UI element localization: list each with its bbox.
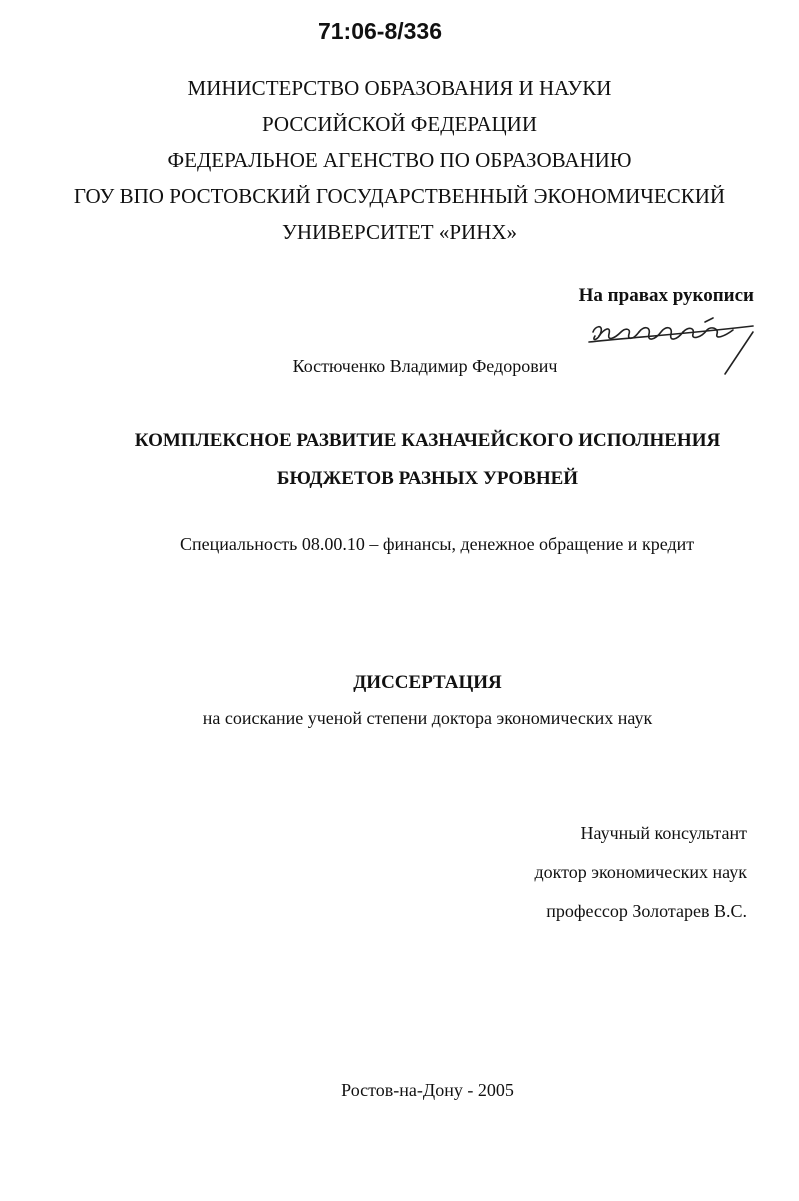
consultant-role: Научный консультант: [580, 823, 747, 843]
degree-line: на соискание ученой степени доктора экономических наук: [202, 708, 653, 728]
specialty: Специальность 08.00.10 – финансы, денежное обращение и кредит: [180, 534, 695, 554]
consultant-block: [535, 814, 747, 931]
work-type-heading: ДИССЕРТАЦИЯ: [353, 672, 502, 693]
organization-line-ministry: МИНИСТЕРСТВО ОБРАЗОВАНИЯ И НАУКИ: [187, 76, 612, 100]
city-year: Ростов-на-Дону - 2005: [341, 1080, 514, 1100]
catalog-code: 71:06-8/336: [317, 18, 443, 44]
title-line-2: БЮДЖЕТОВ РАЗНЫХ УРОВНЕЙ: [276, 468, 579, 489]
consultant-degree: доктор экономических наук: [534, 862, 747, 882]
organization-line-university-name: УНИВЕРСИТЕТ «РИНХ»: [281, 220, 518, 244]
author-name: Костюченко Владимир Федорович: [292, 356, 558, 376]
organization-line-agency: ФЕДЕРАЛЬНОЕ АГЕНСТВО ПО ОБРАЗОВАНИЮ: [167, 148, 632, 172]
dissertation-title: [0, 422, 799, 498]
title-line-1: КОМПЛЕКСНОЕ РАЗВИТИЕ КАЗНАЧЕЙСКОГО ИСПОЛНЕНИЯ: [134, 430, 721, 451]
manuscript-note: На правах рукописи: [578, 285, 754, 306]
organization-block: [0, 70, 799, 250]
organization-line-federation: РОССИЙСКОЙ ФЕДЕРАЦИИ: [262, 112, 537, 136]
organization-line-university: ГОУ ВПО РОСТОВСКИЙ ГОСУДАРСТВЕННЫЙ ЭКОНОМИЧЕСКИЙ: [73, 184, 726, 208]
consultant-name: профессор Золотарев В.С.: [546, 901, 747, 921]
